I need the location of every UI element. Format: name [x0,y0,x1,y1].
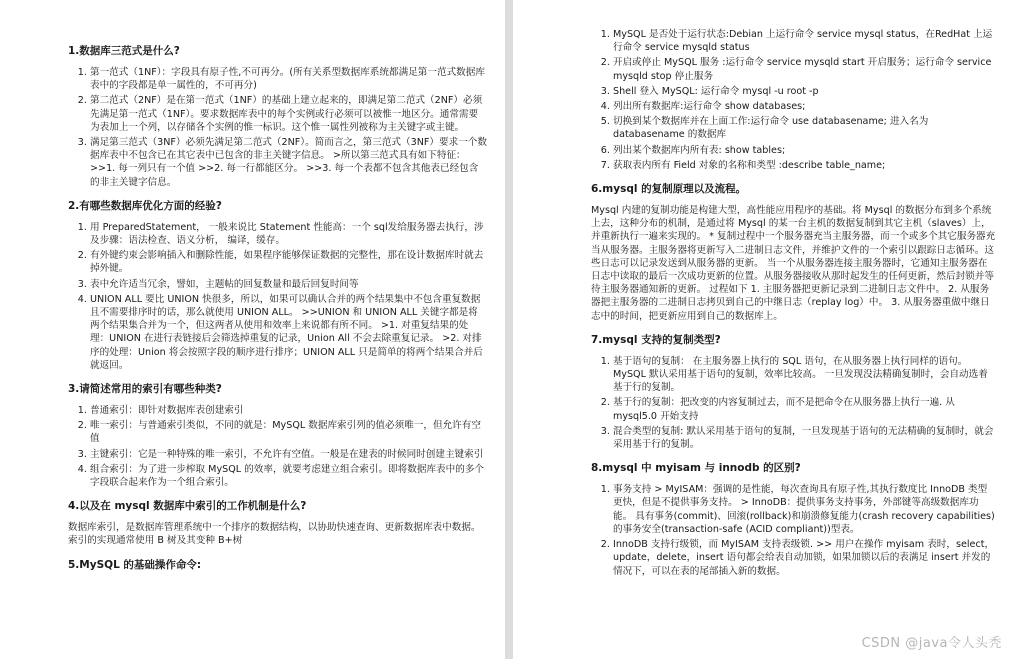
section-list-1 [68,66,487,189]
page-gutter [505,0,513,659]
section-title-5: 5.MySQL 的基础操作命令: [68,558,202,571]
section-title-3: 3.请简述常用的索引有哪些种类? [68,383,222,396]
section-title-6: 6.mysql 的复制原理以及流程。 [591,183,747,196]
list-item: 4. 组合索引：为了进一步榨取 MySQL 的效率，就要考虑建立组合索引。即将数据库表中的多个字段联合起来作为一个组合索引。 [90,463,487,489]
list-item: 2. 开启或停止 MySQL 服务 :运行命令 service mysqld start 开启服务；运行命令 service mysqld stop 停止服务 [613,56,996,82]
list-item: 1. MySQL 是否处于运行状态:Debian 上运行命令 service mysql status，在RedHat 上运行命令 service mysqld status [613,28,996,54]
list-item: 2. 第二范式（2NF）是在第一范式（1NF）的基础上建立起来的，即满足第二范式（2NF）必须先满足第一范式（1NF）。要求数据库表中的每个实例或行必须可以被惟一地区分。通常需要为表加上一个列，以存储各个实例的惟一标识。这个惟一属性列被称为主关键字或主键。 [90,94,487,134]
list-item: 1. 基于语句的复制： 在主服务器上执行的 SQL 语句，在从服务器上执行同样的语句。MySQL 默认采用基于语句的复制，效率比较高。 一旦发现没法精确复制时，会自动选着基于行的复制。 [613,355,996,395]
list-item: 7. 获取表内所有 Field 对象的名称和类型 :describe table_name; [613,159,996,172]
list-item: 3. 混合类型的复制: 默认采用基于语句的复制，一旦发现基于语句的无法精确的复制时，就会采用基于行的复制。 [613,425,996,451]
section-list-2 [68,221,487,372]
list-item: 3. Shell 登入 MySQL: 运行命令 mysql -u root -p [613,85,996,98]
list-item: 4. 列出所有数据库:运行命令 show databases; [613,100,996,113]
section-title-2: 2.有哪些数据库优化方面的经验? [68,199,222,212]
section-list-8 [591,483,996,577]
section-title-4: 4.以及在 mysql 数据库中索引的工作机制是什么? [68,500,307,513]
list-item: 6. 列出某个数据库内所有表: show tables; [613,144,996,157]
page-left [0,0,505,659]
list-item: 2. 有外键约束会影响插入和删除性能，如果程序能够保证数据的完整性，那在设计数据库时就去掉外键。 [90,249,487,275]
list-item: 2. 唯一索引：与普通索引类似，不同的就是：MySQL 数据库索引列的值必须唯一，但允许有空值 [90,419,487,445]
section-text-4: 数据库索引，是数据库管理系统中一个排序的数据结构，以协助快速查询、更新数据库表中数据。索引的实现通常使用 B 树及其变种 B+树 [68,522,481,547]
list-item: 1. 事务支持 > MyISAM：强调的是性能，每次查询具有原子性,其执行数度比 InnoDB 类型更快，但是不提供事务支持。 > InnoDB：提供事务支持事务，外部键等高级数据库功能。 具有事务(commit)、回滚(rollback)和崩溃修复能力(crash recovery capabilities)的事务安全(transaction-safe (ACID compliant))型表。 [613,483,996,536]
page-right [513,0,1016,659]
list-item: 3. 主键索引：它是一种特殊的唯一索引，不允许有空值。一般是在建表的时候同时创建主键索引 [90,448,487,461]
list-item: 2. 基于行的复制：把改变的内容复制过去，而不是把命令在从服务器上执行一遍. 从 mysql5.0 开始支持 [613,396,996,422]
section-title-8: 8.mysql 中 myisam 与 innodb 的区别? [591,462,801,475]
list-item: 3. 表中允许适当冗余，譬如，主题帖的回复数量和最后回复时间等 [90,278,487,291]
section-list-5 [591,28,996,172]
list-item: 5. 切换到某个数据库并在上面工作:运行命令 use databasename; 进入名为 databasename 的数据库 [613,115,996,141]
list-item: 1. 第一范式（1NF）：字段具有原子性,不可再分。(所有关系型数据库系统都满足第一范式数据库表中的字段都是单一属性的，不可再分) [90,66,487,92]
list-item: 1. 普通索引：即针对数据库表创建索引 [90,404,487,417]
section-text-6: Mysql 内建的复制功能是构建大型，高性能应用程序的基础。将 Mysql 的数据分布到多个系统上去，这种分布的机制，是通过将 Mysql 的某一台主机的数据复制到其它主机（slaves）上，并重新执行一遍来实现的。 * 复制过程中一个服务器充当主服务器，而一个或多个其它服务器充当从服务器。主服务器将更新写入二进制日志文件，并维护文件的一个索引以跟踪日志循环。这些日志可以记录发送到从服务器的更新。 当一个从服务器连接主服务器时，它通知主服务器在日志中读取的最后一次成功更新的位置。从服务器接收从那时起发生的任何更新，然后封锁并等待主服务器通知新的更新。 过程如下 1. 主服务器把更新记录到二进制日志文件中。 2. 从服务器把主服务器的二进制日志拷贝到自己的中继日志（replay log）中。 3. 从服务器重做中继日志中的时间，把更新应用到自己的数据库上。 [591,205,996,322]
section-title-1: 1.数据库三范式是什么? [68,45,180,57]
section-list-7 [591,355,996,451]
list-item: 4. UNION ALL 要比 UNION 快很多，所以，如果可以确认合并的两个结果集中不包含重复数据且不需要排序时的话，那么就使用 UNION ALL。 >>UNION 和 UNION ALL 关键字都是将两个结果集合并为一个，但这两者从使用和效率上来说都有所不同。 >1. 对重复结果的处理：UNION 在进行表链接后会筛选掉重复的记录，Union All 不会去除重复记录。 >2. 对排序的处理：Union 将会按照字段的顺序进行排序；UNION ALL 只是简单的将两个结果合并后就返回。 [90,293,487,372]
list-item: 2. InnoDB 支持行级锁，而 MyISAM 支持表级锁. >> 用户在操作 myisam 表时，select，update，delete，insert 语句都会给表自动加锁，如果加锁以后的表满足 insert 并发的情况下，可以在表的尾部插入新的数据。 [613,538,996,578]
list-item: 1. 用 PreparedStatement， 一般来说比 Statement 性能高：一个 sql发给服务器去执行，涉及步骤：语法检查、语义分析， 编译，缓存。 [90,221,487,247]
list-item: 3. 满足第三范式（3NF）必须先满足第二范式（2NF）。简而言之，第三范式（3NF）要求一个数据库表中不包含已在其它表中已包含的非主关键字信息。 >所以第三范式具有如下特征： >>1. 每一列只有一个值 >>2. 每一行都能区分。 >>3. 每一个表都不包含其他表已经包含的非主关键字信息。 [90,136,487,189]
section-list-3 [68,404,487,489]
watermark: CSDN @java令人头秃 [861,636,1002,651]
section-title-7: 7.mysql 支持的复制类型? [591,333,721,346]
